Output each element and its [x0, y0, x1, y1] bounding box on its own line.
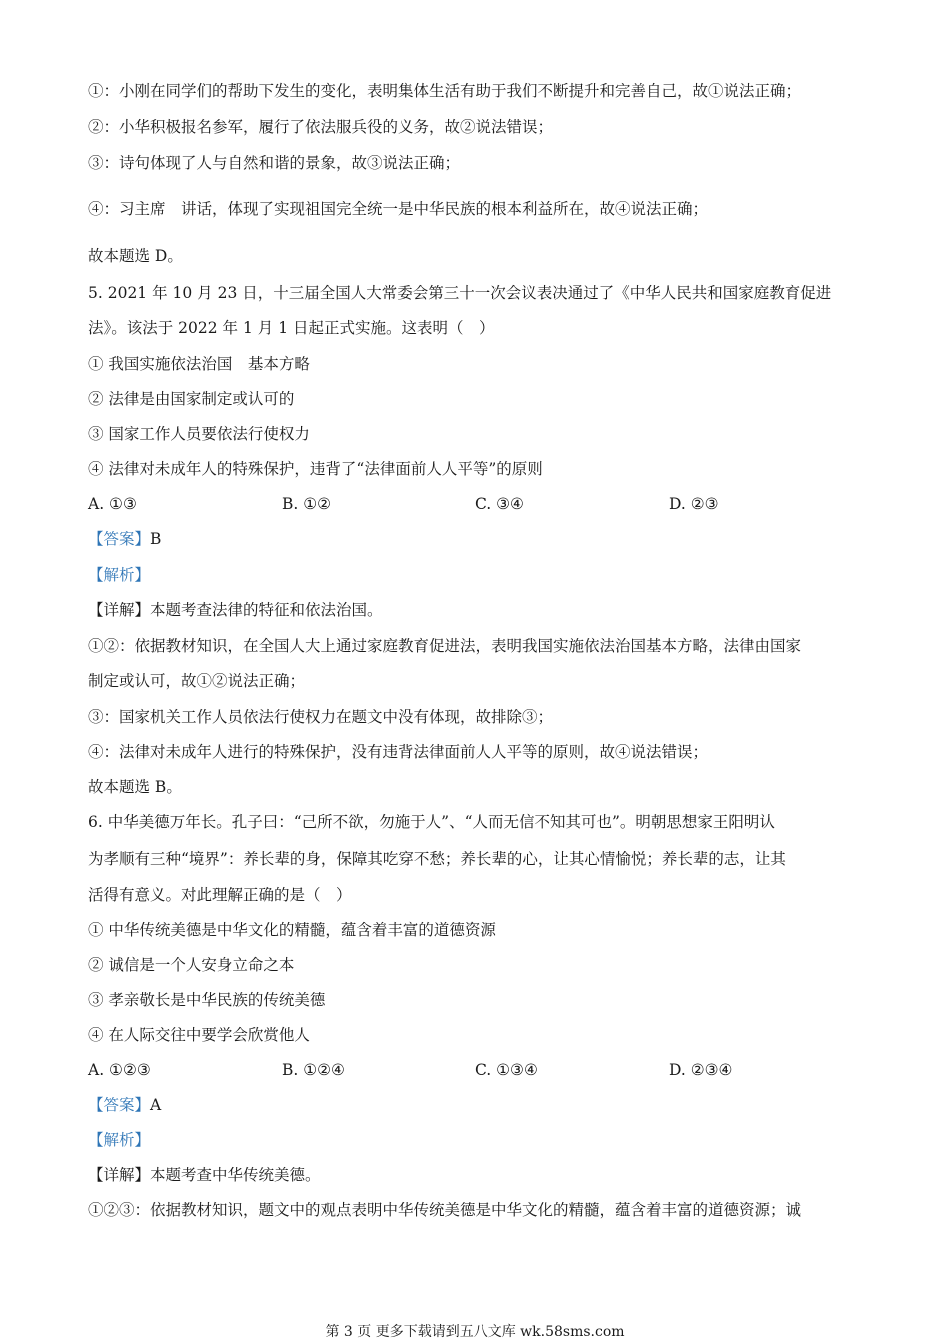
answer-label: 【答案】 — [88, 530, 151, 548]
question-5-statement: ① 我国实施依法治国 基本方略 — [88, 355, 310, 373]
analysis-line: ④：习主席 讲话，体现了实现祖国完全统一是中华民族的根本利益所在，故④说法正确； — [88, 200, 709, 218]
analysis-conclusion: 故本题选 D。 — [88, 247, 183, 265]
question-6-statement: ③ 孝亲敬长是中华民族的传统美德 — [88, 991, 326, 1009]
question-5-detail — [88, 600, 383, 620]
question-6-stem: 为孝顺有三种“境界”：养长辈的身，保障其吃穿不愁；养长辈的心，让其心情愉悦；养长辈的志，让其 — [88, 850, 786, 868]
answer-value: B — [150, 530, 162, 548]
question-5-analysis-label: 【解析】 — [88, 566, 151, 584]
answer-value: A — [150, 1096, 162, 1114]
question-6-statement: ④ 在人际交往中要学会欣赏他人 — [88, 1026, 310, 1044]
detail-label: 【详解】 — [88, 601, 151, 619]
question-5-explain: ①②：依据教材知识，在全国人大上通过家庭教育促进法，表明我国实施依法治国基本方略，法律由国家 — [88, 637, 802, 655]
analysis-line: ②：小华积极报名参军，履行了依法服兵役的义务，故②说法错误； — [88, 118, 554, 136]
question-5-statement: ④ 法律对未成年人的特殊保护，违背了“法律面前人人平等”的原则 — [88, 460, 543, 478]
question-5-explain: ④：法律对未成年人进行的特殊保护，没有违背法律面前人人平等的原则，故④说法错误； — [88, 743, 709, 761]
question-6-statement: ① 中华传统美德是中华文化的精髓，蕴含着丰富的道德资源 — [88, 921, 496, 939]
question-5-answer — [88, 529, 161, 549]
question-5-stem: 法》。该法于 2022 年 1 月 1 日起正式实施。这表明（ ） — [88, 319, 495, 337]
question-6-option-a: A. ①②③ — [88, 1061, 151, 1079]
question-6-analysis-label: 【解析】 — [88, 1131, 151, 1149]
question-6-option-c: C. ①③④ — [475, 1061, 538, 1079]
question-6-stem: 活得有意义。对此理解正确的是（ ） — [88, 886, 352, 904]
question-6-answer — [88, 1095, 161, 1115]
question-5-explain: 制定或认可，故①②说法正确； — [88, 672, 306, 690]
question-6-stem: 6. 中华美德万年长。孔子曰：“己所不欲，勿施于人”、“人而无信不知其可也”。明朝思想家王阳明认 — [88, 813, 775, 831]
detail-text: 本题考查法律的特征和依法治国。 — [150, 601, 383, 619]
question-5-stem: 5. 2021 年 10 月 23 日，十三届全国人大常委会第三十一次会议表决通过了《中华人民共和国家庭教育促进 — [88, 284, 832, 302]
question-6-detail — [88, 1165, 321, 1185]
question-5-explain: ③：国家机关工作人员依法行使权力在题文中没有体现，故排除③； — [88, 708, 554, 726]
analysis-line: ①：小刚在同学们的帮助下发生的变化，表明集体生活有助于我们不断提升和完善自己，故①说法正确； — [88, 82, 802, 100]
question-5-statement: ② 法律是由国家制定或认可的 — [88, 390, 295, 408]
detail-label: 【详解】 — [88, 1166, 151, 1184]
question-5-option-a: A. ①③ — [88, 495, 137, 513]
question-5-conclusion: 故本题选 B。 — [88, 778, 182, 796]
question-5-option-c: C. ③④ — [475, 495, 524, 513]
analysis-line: ③：诗句体现了人与自然和谐的景象，故③说法正确； — [88, 154, 461, 172]
page-footer: 第 3 页 更多下载请到五八文库 wk.58sms.com — [325, 1324, 625, 1340]
question-5-option-b: B. ①② — [282, 495, 332, 513]
answer-label: 【答案】 — [88, 1096, 151, 1114]
question-5-statement: ③ 国家工作人员要依法行使权力 — [88, 425, 310, 443]
question-6-option-b: B. ①②④ — [282, 1061, 345, 1079]
question-6-option-d: D. ②③④ — [669, 1061, 733, 1079]
question-6-statement: ② 诚信是一个人安身立命之本 — [88, 956, 295, 974]
detail-text: 本题考查中华传统美德。 — [150, 1166, 321, 1184]
question-5-option-d: D. ②③ — [669, 495, 719, 513]
question-6-explain: ①②③：依据教材知识，题文中的观点表明中华传统美德是中华文化的精髓，蕴含着丰富的道德资源；诚 — [88, 1201, 802, 1219]
